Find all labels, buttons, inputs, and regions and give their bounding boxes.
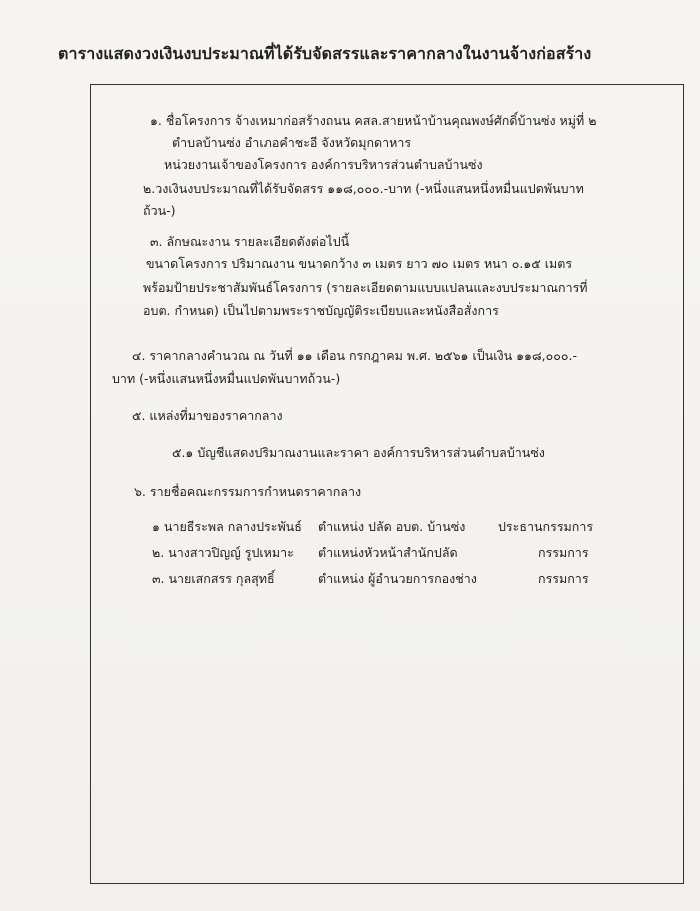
work-size: ขนาดโครงการ ปริมาณงาน ขนาดกว้าง ๓ เมตร ยาว ๗๐ เมตร หนา ๐.๑๕ เมตร xyxy=(146,256,573,271)
committee-member-row xyxy=(0,519,700,537)
median-price-line: ๔. ราคากลางคำนวณ ณ วันที่ ๑๑ เดือน กรกฎาคม พ.ศ. ๒๕๖๑ เป็นเงิน ๑๑๘,๐๐๐.- xyxy=(132,348,577,363)
member-name: ๒. นางสาวปิญญ์ รูปเหมาะ xyxy=(152,545,294,560)
member-position: ตำแหน่งหัวหน้าสำนักปลัด xyxy=(318,545,458,560)
document-title: ตารางแสดงวงเงินงบประมาณที่ได้รับจัดสรรและราคากลางในงานจ้างก่อสร้าง xyxy=(58,44,592,63)
budget-line: ๒.วงเงินงบประมาณที่ได้รับจัดสรร ๑๑๘,๐๐๐.-บาท (-หนึ่งแสนหนึ่งหมื่นแปดพันบาท xyxy=(143,181,584,196)
work-detail-2: อบต. กำหนด) เป็นไปตามพระราชบัญญัติระเบียบและหนังสือสั่งการ xyxy=(143,303,499,318)
median-price-words: บาท (-หนึ่งแสนหนึ่งหมื่นแปดพันบาทถ้วน-) xyxy=(112,371,341,386)
member-name: ๑ นายธีระพล กลางประพันธ์ xyxy=(152,519,302,534)
member-role: ประธานกรรมการ xyxy=(498,519,594,534)
price-source-heading: ๕. แหล่งที่มาของราคากลาง xyxy=(132,408,283,423)
member-name: ๓. นายเสกสรร กุลสุทธิ์ xyxy=(152,571,275,586)
project-name: ๑. ชื่อโครงการ จ้างเหมาก่อสร้างถนน คสล.สายหน้าบ้านคุณพงษ์ศักดิ์บ้านซ่ง หมู่ที่ ๒ xyxy=(150,113,597,128)
member-position: ตำแหน่ง ปลัด อบต. บ้านซ่ง xyxy=(318,519,466,534)
committee-member-row xyxy=(0,545,700,563)
member-position: ตำแหน่ง ผู้อำนวยการกองช่าง xyxy=(318,571,477,586)
committee-member-row xyxy=(0,571,700,589)
project-owner: หน่วยงานเจ้าของโครงการ องค์การบริหารส่วนตำบลบ้านซ่ง xyxy=(164,157,483,172)
project-location: ตำบลบ้านซ่ง อำเภอคำชะอี จังหวัดมุกดาหาร xyxy=(172,135,412,150)
committee-heading: ๖. รายชื่อคณะกรรมการกำหนดราคากลาง xyxy=(134,484,362,499)
work-detail-1: พร้อมป้ายประชาสัมพันธ์โครงการ (รายละเอียดตามแบบแปลนและงบประมาณการที่ xyxy=(143,280,588,295)
work-description-heading: ๓. ลักษณะงาน รายละเอียดดังต่อไปนี้ xyxy=(150,234,350,249)
price-source-item: ๕.๑ บัญชีแสดงปริมาณงานและราคา องค์การบริหารส่วนตำบลบ้านซ่ง xyxy=(172,445,545,460)
member-role: กรรมการ xyxy=(538,571,589,586)
member-role: กรรมการ xyxy=(538,545,589,560)
budget-line-cont: ถ้วน-) xyxy=(143,203,176,218)
